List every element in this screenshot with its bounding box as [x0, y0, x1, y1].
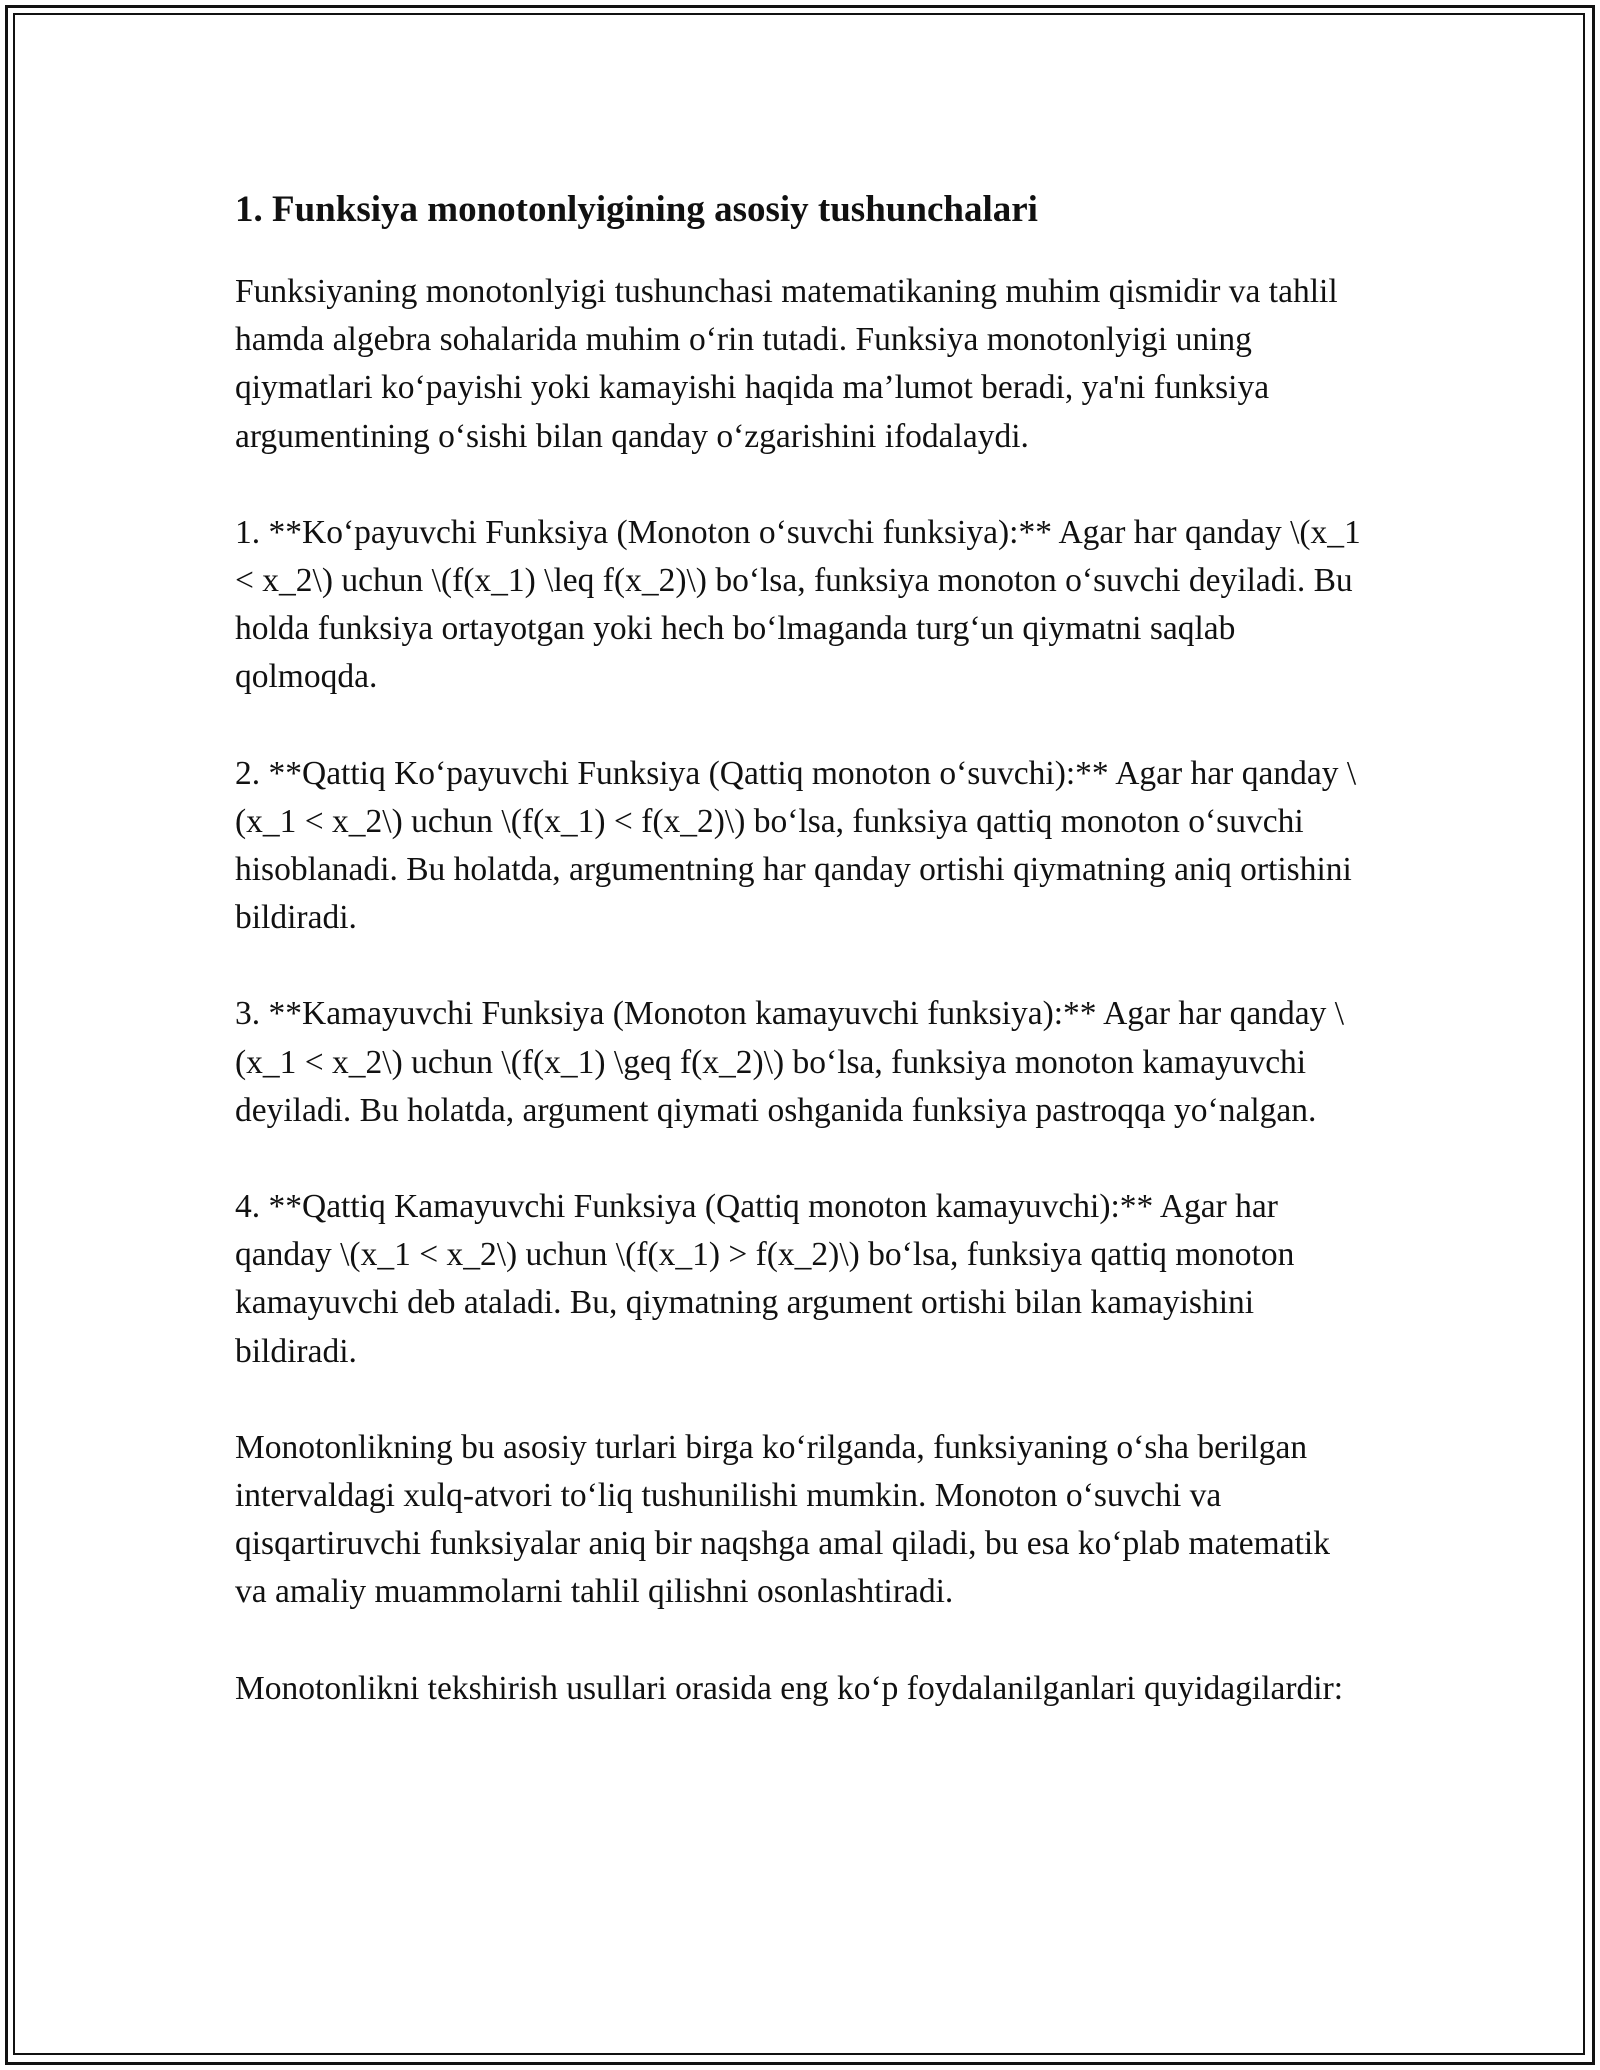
document-content [235, 186, 1365, 1761]
summary-paragraph: Monotonlikning bu asosiy turlari birga ko‘rilganda, funksiyaning o‘sha berilgan intervaldagi xulq-atvori to‘liq tushunilishi mumkin. Monoton o‘suvchi va qisqartiruvchi funksiyalar aniq bir naqshga amal qiladi, bu esa ko‘plab matematik va amaliy muammolarni tahlil qilishni osonlashtiradi. [235, 1428, 1330, 1611]
definition-strictly-increasing: 2. **Qattiq Ko‘payuvchi Funksiya (Qattiq monoton o‘suvchi):** Agar har qanday \(x_1 < x_2\) uchun \(f(x_1) < f(x_2)\) bo‘lsa, funksiya qattiq monoton o‘suvchi hisoblanadi. Bu holatda, argumentning har qanday ortishi qiymatning aniq ortishini bildiradi. [235, 754, 1357, 937]
definition-increasing: 1. **Ko‘payuvchi Funksiya (Monoton o‘suvchi funksiya):** Agar har qanday \(x_1 < x_2\) uchun \(f(x_1) \leq f(x_2)\) bo‘lsa, funksiya monoton o‘suvchi deyiladi. Bu holda funksiya ortayotgan yoki hech bo‘lmaganda turg‘un qiymatni saqlab qolmoqda. [235, 513, 1361, 696]
methods-intro-paragraph: Monotonlikni tekshirish usullari orasida eng ko‘p foydalanilganlari quyidagilardir: [235, 1669, 1344, 1707]
definition-decreasing: 3. **Kamayuvchi Funksiya (Monoton kamayuvchi funksiya):** Agar har qanday \(x_1 < x_2\) uchun \(f(x_1) \geq f(x_2)\) bo‘lsa, funksiya monoton kamayuvchi deyiladi. Bu holatda, argument qiymati oshganida funksiya pastroqqa yo‘nalgan. [235, 995, 1345, 1129]
intro-paragraph: Funksiyaning monotonlyigi tushunchasi matematikaning muhim qismidir va tahlil hamda algebra sohalarida muhim o‘rin tutadi. Funksiya monotonlyigi uning qiymatlari ko‘payishi yoki kamayishi haqida ma’lumot beradi, ya'ni funksiya argumentining o‘sishi bilan qanday o‘zgarishini ifodalaydi. [235, 273, 1338, 455]
definition-strictly-decreasing: 4. **Qattiq Kamayuvchi Funksiya (Qattiq monoton kamayuvchi):** Agar har qanday \(x_1 < x_2\) uchun \(f(x_1) > f(x_2)\) bo‘lsa, funksiya qattiq monoton kamayuvchi deb ataladi. Bu, qiymatning argument ortishi bilan kamayishini bildiradi. [235, 1188, 1295, 1370]
section-heading: 1. Funksiya monotonlyigining asosiy tushunchalari [235, 189, 1038, 230]
